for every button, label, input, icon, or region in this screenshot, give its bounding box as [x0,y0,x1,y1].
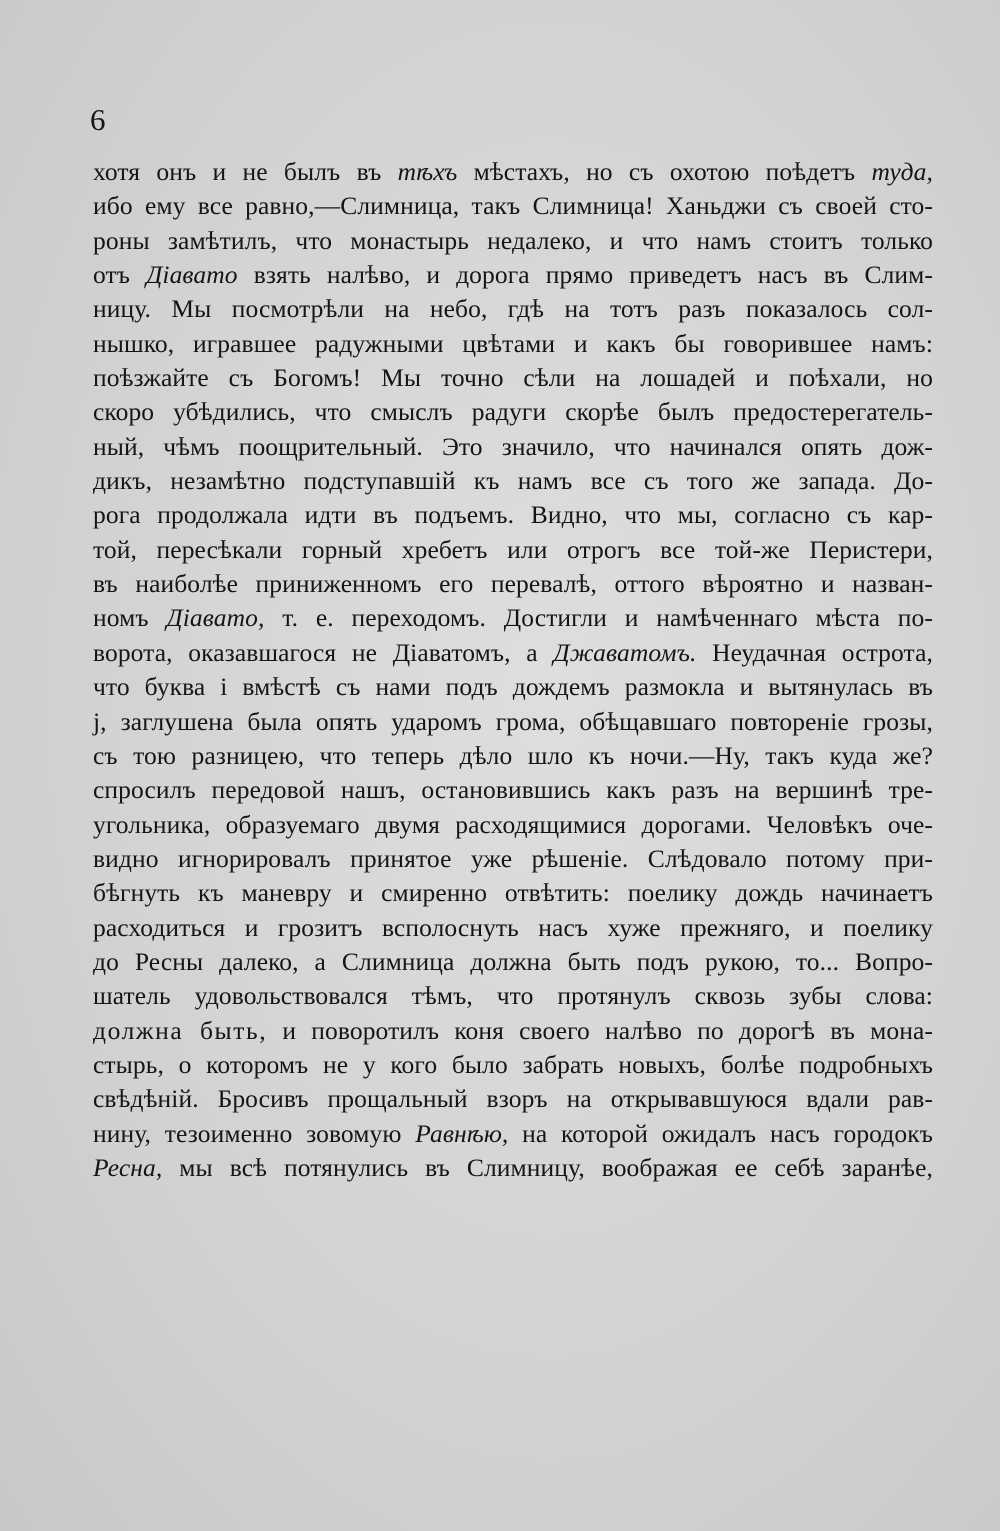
italic-text-segment: Джаватомъ. [553,637,697,667]
italic-text-segment: Діавато [146,260,238,290]
text-segment: ный, чѣмъ поощрительный. Это значило, что начинался опять дож- [93,431,933,461]
text-line [93,498,933,532]
text-line [93,945,933,979]
text-line [93,430,933,464]
text-segment: съ тою разницею, что теперь дѣло шло къ ночи.—Ну, такъ куда же? [93,740,933,770]
text-body [93,155,933,1185]
text-line [93,395,933,429]
text-segment: скоро убѣдились, что смыслъ радуги скорѣе былъ предостерегатель- [93,397,933,427]
text-segment: до Ресны далеко, а Слимница должна быть подъ рукою, то... Вопро- [93,946,933,976]
text-line [93,876,933,910]
text-segment: бѣгнуть къ маневру и смиренно отвѣтить: поелику дождь начинаетъ [93,878,933,908]
italic-text-segment: тѣхъ [397,157,458,186]
text-line [93,808,933,842]
text-segment: ницу. Мы посмотрѣли на небо, гдѣ на тотъ разъ показалось сол- [93,294,933,324]
text-line [93,1151,933,1185]
text-line [93,155,933,189]
text-line [93,327,933,361]
text-segment: и поворотилъ коня своего налѣво по дорогѣ въ мона- [267,1015,933,1045]
text-line [93,464,933,498]
text-segment: спросилъ передовой нашъ, остановившись какъ разъ на вершинѣ тре- [93,775,933,805]
text-line [93,1117,933,1151]
italic-text-segment: туда, [871,157,933,186]
text-line [93,567,933,601]
text-segment: хотя онъ и не былъ въ [93,157,398,186]
text-segment: поѣзжайте съ Богомъ! Мы точно сѣли на лошадей и поѣхали, но [93,363,933,393]
text-segment: мы всѣ потянулись въ Слимницу, воображая ее себѣ заранѣе, [162,1152,933,1182]
text-segment: въ наиболѣе приниженномъ его перевалѣ, оттого вѣроятно и назван- [93,569,933,599]
spaced-text-segment: должна быть, [93,1015,268,1045]
text-segment: роны замѣтилъ, что монастырь недалеко, и что намъ стоитъ только [93,225,933,255]
text-line [93,773,933,807]
text-line [93,361,933,395]
page-number: 6 [90,102,106,137]
text-line [93,224,933,258]
text-segment: расходиться и грозитъ всполоснуть насъ хуже прежняго, и поелику [93,912,933,942]
text-segment: взять налѣво, и дорога прямо приведетъ насъ въ Слим- [237,260,933,290]
text-segment: видно игнорировалъ принятое уже рѣшеніе. Слѣдовало потому при- [93,843,933,873]
text-segment: свѣдѣній. Бросивъ прощальный взоръ на открывавшуюся вдали рав- [93,1084,933,1114]
text-segment: угольника, образуемаго двумя расходящимися дорогами. Человѣкъ оче- [93,809,933,839]
italic-text-segment: Діавато, [166,603,265,633]
text-segment: отъ [93,260,147,290]
text-line [93,636,933,670]
text-segment: той, пересѣкали горный хребетъ или отрогъ все той-же Перистери, [93,534,933,564]
text-segment: т. е. переходомъ. Достигли и намѣченнаго мѣста по- [264,603,933,633]
text-line [93,1048,933,1082]
text-line [93,1014,933,1048]
text-segment: Неудачная острота, [696,637,933,667]
text-line [93,670,933,704]
text-segment: номъ [93,603,167,633]
italic-text-segment: Равнѣю, [415,1118,509,1148]
text-line [93,533,933,567]
text-line [93,979,933,1013]
text-segment: рога продолжала идти въ подъемъ. Видно, что мы, согласно съ кар- [93,500,933,530]
text-segment: нину, тезоименно зовомую [93,1118,416,1148]
text-segment: стырь, о которомъ не у кого было забрать новыхъ, болѣе подробныхъ [93,1049,933,1079]
italic-text-segment: Ресна, [93,1152,163,1182]
text-segment: на которой ожидалъ насъ городокъ [508,1118,933,1148]
text-line [93,292,933,326]
text-segment: ибо ему все равно,—Слимница, такъ Слимница! Ханьджи съ своей сто- [93,191,933,221]
text-line [93,1082,933,1116]
text-line [93,258,933,292]
text-segment: j, заглушена была опять ударомъ грома, обѣщавшаго повтореніе грозы, [93,706,933,736]
text-line [93,911,933,945]
text-segment: шатель удовольствовался тѣмъ, что протянулъ сквозь зубы слова: [93,981,933,1011]
text-segment: что буква і вмѣстѣ съ нами подъ дождемъ размокла и вытянулась въ [93,672,933,702]
text-line [93,842,933,876]
text-segment: мѣстахъ, но съ охотою поѣдетъ [457,157,872,186]
text-line [93,189,933,223]
text-segment: ворота, оказавшагося не Діаватомъ, а [93,637,554,667]
text-line [93,705,933,739]
text-segment: дикъ, незамѣтно подступавшій къ намъ все съ того же запада. До- [93,466,933,496]
text-line [93,601,933,635]
text-line [93,739,933,773]
text-segment: нышко, игравшее радужными цвѣтами и какъ бы говорившее намъ: [93,328,933,358]
